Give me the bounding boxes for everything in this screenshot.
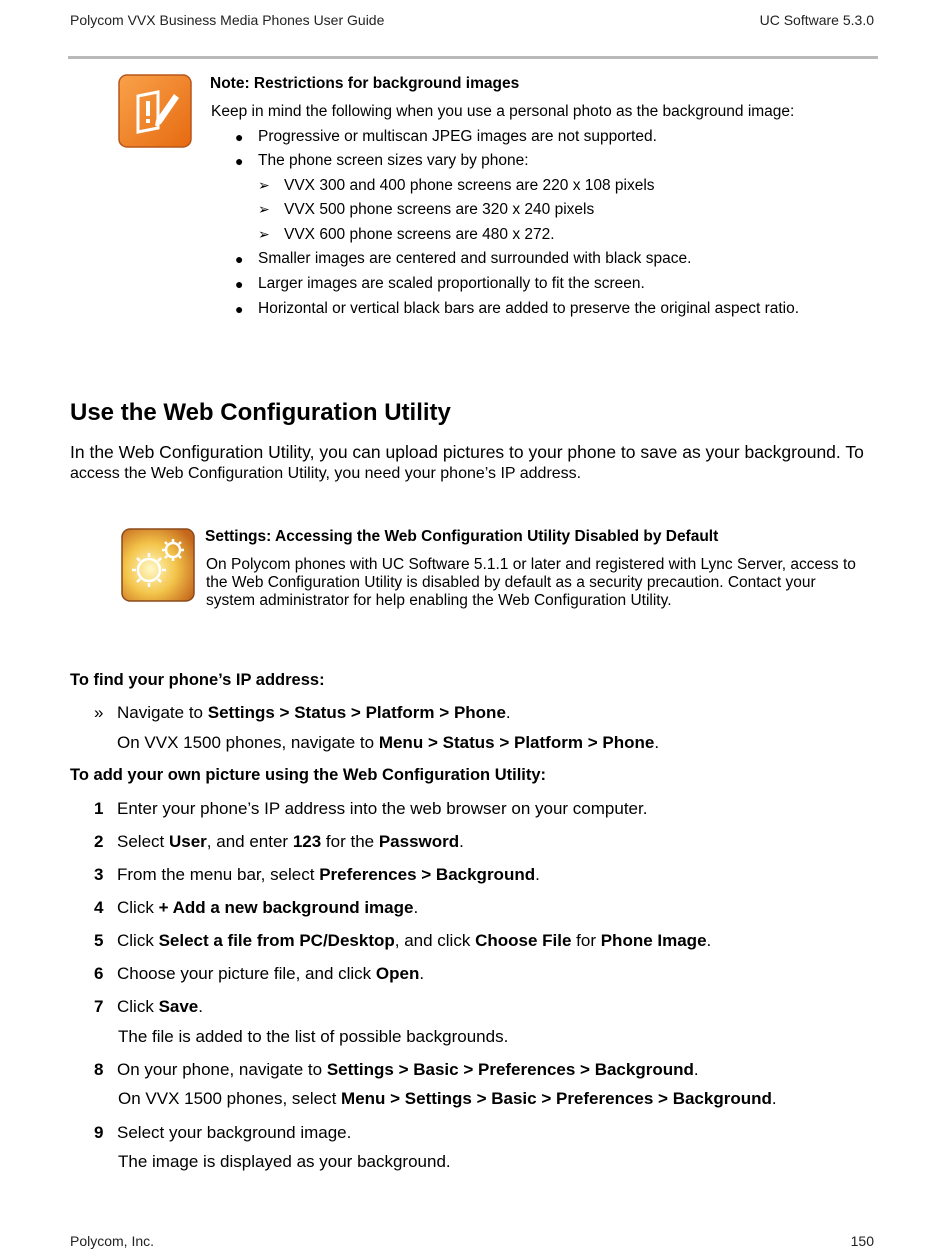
note-bullet: The phone screen sizes vary by phone: bbox=[258, 152, 529, 169]
note-title: Note: Restrictions for background images bbox=[210, 75, 520, 92]
note-bullet: Horizontal or vertical black bars are added to preserve the original aspect ratio. bbox=[258, 300, 800, 317]
step-text: Click Save. bbox=[117, 997, 203, 1016]
find-ip-substep: On VVX 1500 phones, navigate to Menu > Status > Platform > Phone. bbox=[117, 733, 660, 752]
step-substep: On VVX 1500 phones, select Menu > Settings > Basic > Preferences > Background. bbox=[118, 1089, 777, 1108]
add-picture-heading: To add your own picture using the Web Configuration Utility: bbox=[70, 766, 547, 784]
settings-title: Settings: Accessing the Web Configuration Utility Disabled by Default bbox=[205, 528, 719, 545]
note-sub-bullet: VVX 500 phone screens are 320 x 240 pixels bbox=[284, 201, 595, 218]
step-number: 4 bbox=[94, 898, 104, 917]
find-ip-heading: To find your phone’s IP address: bbox=[70, 671, 325, 689]
step-number: 5 bbox=[94, 931, 104, 950]
settings-text: On Polycom phones with UC Software 5.1.1 or later and registered with Lync Server, access to the Web Configuration Utility is disabled by default as a security precaution. Contact your system administrator for help enabling the Web Configuration Utility. bbox=[206, 556, 856, 609]
bullet-marker: ● bbox=[235, 301, 244, 317]
note-bullet: Smaller images are centered and surrounded with black space. bbox=[258, 250, 692, 267]
arrow-bullet-icon: ➢ bbox=[258, 201, 270, 217]
note-icon bbox=[118, 74, 192, 148]
section-paragraph-line-2: access the Web Configuration Utility, you need your phone’s IP address. bbox=[70, 465, 582, 482]
step-number: 7 bbox=[94, 997, 104, 1016]
arrow-bullet-icon: ➢ bbox=[258, 177, 270, 193]
step-result: The image is displayed as your background. bbox=[118, 1152, 451, 1171]
footer-company: Polycom, Inc. bbox=[70, 1233, 155, 1249]
step-number: 1 bbox=[94, 799, 104, 818]
footer-page-number: 150 bbox=[850, 1233, 874, 1249]
step-text: Click + Add a new background image. bbox=[117, 898, 419, 917]
step-number: 3 bbox=[94, 865, 104, 884]
note-sub-bullet: VVX 600 phone screens are 480 x 272. bbox=[284, 226, 555, 243]
note-bullet: Larger images are scaled proportionally to fit the screen. bbox=[258, 275, 645, 292]
note-bullet: Progressive or multiscan JPEG images are not supported. bbox=[258, 128, 657, 145]
section-paragraph-line-1: In the Web Configuration Utility, you can upload pictures to your phone to save as your background. To bbox=[70, 442, 864, 462]
step-text: From the menu bar, select Preferences > Background. bbox=[117, 865, 540, 884]
section-heading: Use the Web Configuration Utility bbox=[70, 399, 451, 426]
bullet-marker: ● bbox=[235, 276, 244, 292]
settings-icon bbox=[121, 528, 195, 602]
step-text: Select User, and enter 123 for the Password. bbox=[117, 832, 464, 851]
note-intro: Keep in mind the following when you use a personal photo as the background image: bbox=[211, 103, 795, 120]
bullet-marker: ● bbox=[235, 153, 244, 169]
step-number: 9 bbox=[94, 1123, 104, 1142]
step-text: Enter your phone’s IP address into the web browser on your computer. bbox=[117, 799, 648, 818]
step-number: 6 bbox=[94, 964, 104, 983]
step-text: Click Select a file from PC/Desktop, and click Choose File for Phone Image. bbox=[117, 931, 712, 950]
find-ip-step: Navigate to Settings > Status > Platform > Phone. bbox=[117, 703, 511, 722]
step-text: Select your background image. bbox=[117, 1123, 352, 1142]
note-sub-bullet: VVX 300 and 400 phone screens are 220 x 108 pixels bbox=[284, 177, 655, 194]
arrow-bullet-icon: ➢ bbox=[258, 226, 270, 242]
running-header-version: UC Software 5.3.0 bbox=[759, 12, 874, 28]
step-result: The file is added to the list of possible backgrounds. bbox=[118, 1027, 509, 1046]
find-ip-marker: » bbox=[94, 703, 104, 722]
step-text: On your phone, navigate to Settings > Basic > Preferences > Background. bbox=[117, 1060, 699, 1079]
step-number: 8 bbox=[94, 1060, 104, 1079]
bullet-marker: ● bbox=[235, 129, 244, 145]
header-divider bbox=[68, 56, 878, 59]
step-text: Choose your picture file, and click Open. bbox=[117, 964, 425, 983]
step-number: 2 bbox=[94, 832, 104, 851]
bullet-marker: ● bbox=[235, 251, 244, 267]
running-header-title: Polycom VVX Business Media Phones User Guide bbox=[70, 12, 385, 28]
